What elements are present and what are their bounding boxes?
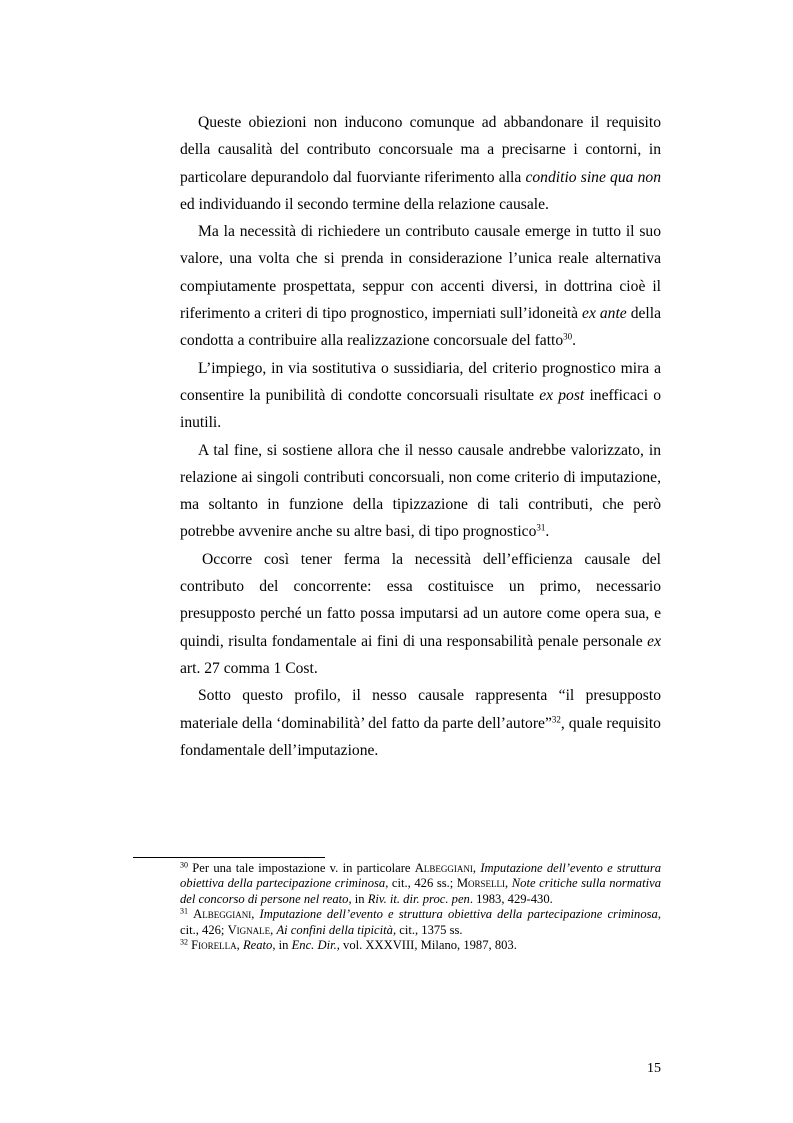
footnote-ref-32: 32: [551, 714, 561, 725]
footnote-ref-31: 31: [536, 523, 546, 534]
paragraph-5: Occorre così tener ferma la necessità dell’efficienza causale del contributo del concorrente: essa costituisce un primo, necessario presupposto perché un fatto possa imputarsi ad un autore come opera sua, e quindi, risulta fondamentale ai fini di una responsabilità penale personale ex art. 27 comma 1 Cost.: [180, 550, 661, 677]
footnotes: [180, 861, 661, 953]
footnote-31: $^{31}$ Albeggiani, Imputazione dell’evento e struttura obiettiva della partecipazione criminosa, cit., 426; Vignale, Ai confini della tipicità, cit., 1375 ss.: [180, 906, 661, 937]
page-number: 15: [647, 1061, 661, 1076]
footnote-32: $^{32}$ Fiorella, Reato, in Enc. Dir., vol. XXXVIII, Milano, 1987, 803.: [180, 937, 517, 953]
paragraph-4: A tal fine, si sostiene allora che il nesso causale andrebbe valorizzato, in relazione ai singoli contributi concorsuali, non come criterio di imputazione, ma soltanto in funzione della tipizzazione di tali contributi, che però potrebbe avvenire anche su altre basi, di tipo prognostico$^{31}$.: [180, 441, 661, 541]
footnote-30: $^{30}$ Per una tale impostazione v. in particolare Albeggiani, Imputazione dell’evento e struttura obiettiva della partecipazione criminosa, cit., 426 ss.; Morselli, Note critiche sulla normativa del concorso di persone nel reato, in Riv. it. dir. proc. pen. 1983, 429-430.: [180, 860, 662, 906]
footnote-separator: [133, 857, 325, 858]
paragraph-3: L’impiego, in via sostitutiva o sussidiaria, del criterio prognostico mira a consentire la punibilità di condotte concorsuali risultate ex post inefficaci o inutili.: [180, 359, 661, 432]
paragraph-6: Sotto questo profilo, il nesso causale rappresenta “il presupposto materiale della ‘dominabilità’ del fatto da parte dell’autore”$^{32}$, quale requisito fondamentale dell’imputazione.: [180, 687, 661, 759]
main-text: [180, 109, 661, 764]
paragraph-2: Ma la necessità di richiedere un contributo causale emerge in tutto il suo valore, una volta che si prenda in considerazione l’unica reale alternativa compiutamente prospettata, seppur con accenti diversi, in dottrina cioè il riferimento a criteri di tipo prognostico, imperniati sull’idoneità ex ante della condotta a contribuire alla realizzazione concorsuale del fatto$^{30}$.: [180, 223, 661, 350]
footnote-ref-30: 30: [563, 331, 573, 342]
paragraph-1: Queste obiezioni non inducono comunque ad abbandonare il requisito della causalità del contributo concorsuale ma a precisarne i contorni, in particolare depurandolo dal fuorviante riferimento alla conditio sine qua non ed individuando il secondo termine della relazione causale.: [180, 114, 662, 213]
